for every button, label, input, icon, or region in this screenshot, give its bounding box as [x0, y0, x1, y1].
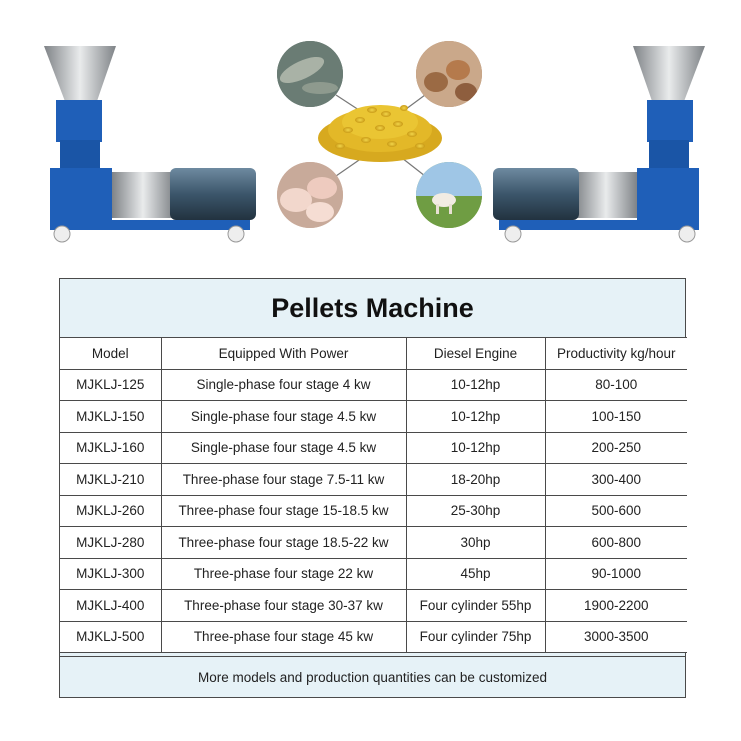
cell-diesel: Four cylinder 75hp — [406, 621, 545, 653]
cell-power: Three-phase four stage 45 kw — [161, 621, 406, 653]
cell-diesel: Four cylinder 55hp — [406, 590, 545, 622]
table-row — [60, 369, 687, 401]
cell-productivity: 300-400 — [545, 464, 687, 496]
cell-diesel: 10-12hp — [406, 401, 545, 433]
cell-model: MJKLJ-400 — [60, 590, 161, 622]
cell-power: Single-phase four stage 4.5 kw — [161, 432, 406, 464]
pig-photo — [277, 162, 343, 228]
cell-power: Single-phase four stage 4.5 kw — [161, 401, 406, 433]
table-row — [60, 621, 687, 653]
cell-diesel: 10-12hp — [406, 432, 545, 464]
cell-productivity: 100-150 — [545, 401, 687, 433]
cell-diesel: 30hp — [406, 527, 545, 559]
cell-diesel: 10-12hp — [406, 369, 545, 401]
table-title: Pellets Machine — [271, 292, 474, 323]
cell-productivity: 200-250 — [545, 432, 687, 464]
cell-power: Three-phase four stage 7.5-11 kw — [161, 464, 406, 496]
table-row — [60, 527, 687, 559]
spec-table-panel — [59, 278, 686, 698]
header-power: Equipped With Power — [161, 338, 406, 370]
cell-model: MJKLJ-150 — [60, 401, 161, 433]
cell-model: MJKLJ-300 — [60, 558, 161, 590]
cell-productivity: 500-600 — [545, 495, 687, 527]
cell-model: MJKLJ-500 — [60, 621, 161, 653]
right-pellet-machine — [493, 46, 705, 242]
cell-power: Three-phase four stage 22 kw — [161, 558, 406, 590]
cell-model: MJKLJ-210 — [60, 464, 161, 496]
table-row — [60, 464, 687, 496]
table-row — [60, 558, 687, 590]
cell-power: Single-phase four stage 4 kw — [161, 369, 406, 401]
cell-productivity: 90-1000 — [545, 558, 687, 590]
hero-illustration — [0, 0, 741, 262]
cell-diesel: 45hp — [406, 558, 545, 590]
cell-model: MJKLJ-125 — [60, 369, 161, 401]
cell-productivity: 3000-3500 — [545, 621, 687, 653]
table-row — [60, 495, 687, 527]
cell-power: Three-phase four stage 18.5-22 kw — [161, 527, 406, 559]
table-row — [60, 590, 687, 622]
cell-power: Three-phase four stage 30-37 kw — [161, 590, 406, 622]
cell-model: MJKLJ-260 — [60, 495, 161, 527]
cattle-photo — [416, 162, 482, 228]
cell-model: MJKLJ-280 — [60, 527, 161, 559]
fish-photo — [276, 41, 343, 107]
cell-diesel: 25-30hp — [406, 495, 545, 527]
cell-productivity: 80-100 — [545, 369, 687, 401]
cell-diesel: 18-20hp — [406, 464, 545, 496]
feed-pellets-photo — [318, 105, 442, 162]
cell-model: MJKLJ-160 — [60, 432, 161, 464]
table-row — [60, 432, 687, 464]
header-productivity: Productivity kg/hour — [545, 338, 687, 370]
table-row — [60, 401, 687, 433]
left-pellet-machine — [44, 46, 256, 242]
spec-table — [60, 337, 687, 653]
cell-power: Three-phase four stage 15-18.5 kw — [161, 495, 406, 527]
cell-productivity: 600-800 — [545, 527, 687, 559]
cell-productivity: 1900-2200 — [545, 590, 687, 622]
table-footer-note: More models and production quantities can be customized — [60, 656, 685, 697]
header-model: Model — [60, 338, 161, 370]
header-diesel: Diesel Engine — [406, 338, 545, 370]
chicken-photo — [416, 41, 482, 107]
table-header-row — [60, 338, 687, 370]
